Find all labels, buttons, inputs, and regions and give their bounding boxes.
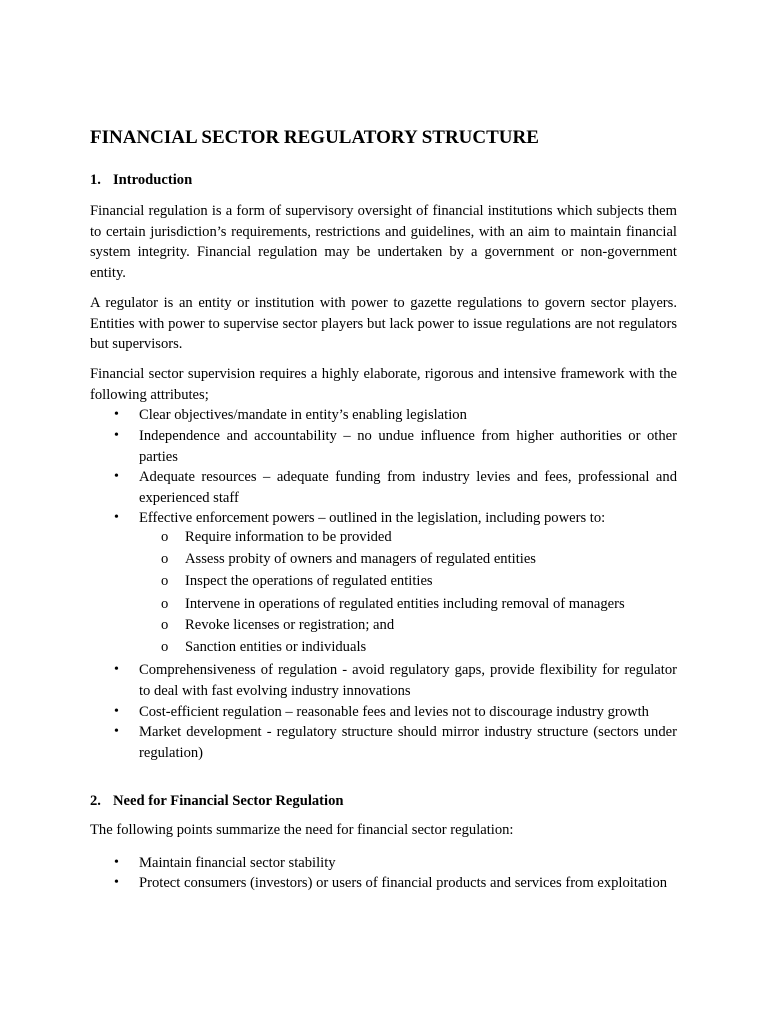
bullet-icon: • [114,428,119,443]
circle-bullet-icon: o [161,617,169,633]
list-item [114,722,677,763]
section-number: 2. [90,793,101,809]
circle-bullet-icon: o [161,596,169,612]
bullet-icon: • [114,469,119,484]
bullet-icon: • [114,704,119,719]
bullet-icon: • [114,407,119,422]
list-item-text: Protect consumers (investors) or users of financial products and services from exploitation [139,875,668,891]
circle-bullet-icon: o [161,573,169,589]
list-item-text: Effective enforcement powers – outlined in the legislation, including powers to: [139,510,606,526]
sub-list-item-text: Intervene in operations of regulated entities including removal of managers [185,596,625,612]
sub-list-item [161,617,395,634]
bullet-icon: • [114,855,119,870]
paragraph: Financial regulation is a form of supervisory oversight of financial institutions which subjects them to certain jurisdiction’s requirements, restrictions and guidelines, with an aim to maintain financial system integrity. Financial regulation may be undertaken by a government or non-government entity. [90,203,677,281]
sub-list-item-text: Inspect the operations of regulated entities [185,573,433,589]
sub-list-item-text: Revoke licenses or registration; and [185,617,395,633]
section-title: Introduction [113,172,193,188]
paragraph: The following points summarize the need for financial sector regulation: [90,822,514,838]
sub-list-item-text: Require information to be provided [185,529,392,545]
list-item [114,508,677,529]
bullet-icon: • [114,724,119,739]
list-item [114,467,677,508]
sub-list-item [161,596,625,613]
sub-list-item-text: Assess probity of owners and managers of regulated entities [185,551,536,567]
paragraph: Financial sector supervision requires a highly elaborate, rigorous and intensive framework with the following attributes; [90,366,677,403]
sub-list-item [161,573,433,590]
circle-bullet-icon: o [161,551,169,567]
sub-list-item [161,551,536,568]
sub-list-item [161,529,392,546]
list-item-text: Comprehensiveness of regulation - avoid regulatory gaps, provide flexibility for regulator to deal with fast evolving industry innovations [139,662,677,699]
list-item [114,853,677,874]
list-item-text: Maintain financial sector stability [139,855,336,871]
bullet-icon: • [114,875,119,890]
section-number: 1. [90,172,101,188]
list-item [114,873,677,894]
sub-list-item-text: Sanction entities or individuals [185,639,367,655]
bullet-icon: • [114,662,119,677]
section-heading-introduction [90,172,192,189]
page-title: FINANCIAL SECTOR REGULATORY STRUCTURE [90,127,539,148]
section-title: Need for Financial Sector Regulation [113,793,344,809]
list-item-text: Adequate resources – adequate funding from industry levies and fees, professional and experienced staff [139,469,677,506]
list-item-text: Independence and accountability – no undue influence from higher authorities or other parties [139,428,677,465]
circle-bullet-icon: o [161,639,169,655]
list-item-text: Market development - regulatory structure should mirror industry structure (sectors under regulation) [139,724,677,761]
list-item [114,426,677,467]
list-item [114,660,677,701]
list-item [114,702,677,723]
sub-list-item [161,639,367,656]
circle-bullet-icon: o [161,529,169,545]
bullet-icon: • [114,510,119,525]
list-item-text: Clear objectives/mandate in entity’s enabling legislation [139,407,467,423]
list-item-text: Cost-efficient regulation – reasonable fees and levies not to discourage industry growth [139,704,649,720]
paragraph: A regulator is an entity or institution with power to gazette regulations to govern sector players. Entities with power to supervise sector players but lack power to issue regulations are not regulators but supervisors. [90,295,677,353]
section-heading-need [90,793,344,810]
list-item [114,405,677,426]
